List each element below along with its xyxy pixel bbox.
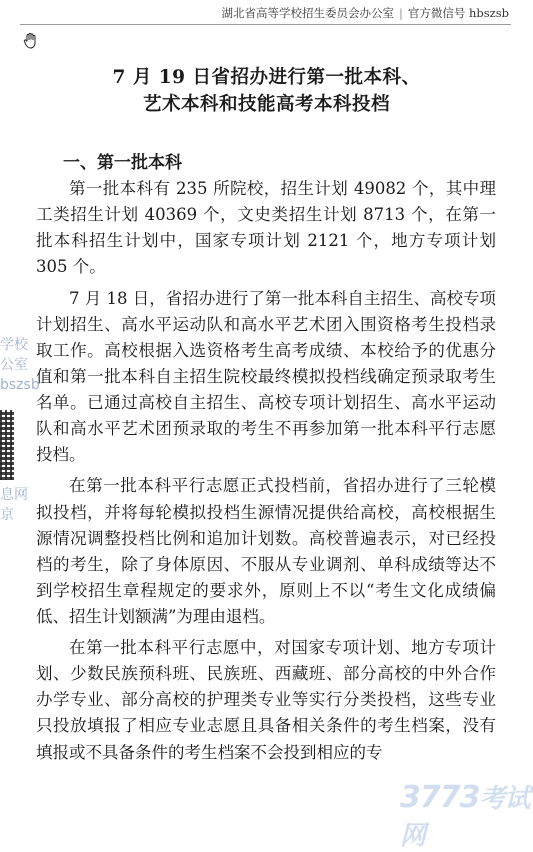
paragraph-1: 第一批本科有 235 所院校，招生计划 49082 个，其中理工类招生计划 40369 个，文史类招生计划 8713 个，在第一批本科招生计划中，国家专项计划 2121 个，地方专项计划 305 个。 [36,179,496,277]
paragraph-4: 在第一批本科平行志愿中，对国家专项计划、地方专项计划、少数民族预科班、民族班、西藏班、部分高校的中外合作办学专业、部分高校的护理类专业等实行分类投档，这些专业只投放填报了相应专业志愿且具备相关条件的考生档案，没有填报或不具备条件的考生档案不会投到相应的专 [36,638,496,762]
watermark-text: bszsb [0,377,40,393]
page-header [221,5,509,21]
watermark-text: 京 [0,507,14,523]
watermark-text: 息网 [0,487,28,503]
logo-text: 考试网 [400,784,530,851]
side-watermark-lower [0,485,40,525]
watermark-text: 公室 [0,357,28,373]
section-heading: 一、第一批本科 [63,153,182,173]
header-rule [20,24,511,25]
header-wechat: 官方微信号 hbszsb [407,6,509,20]
hand-cursor-icon [22,32,40,50]
watermark-text: 学校 [0,337,28,353]
qr-code-icon [0,410,14,480]
logo-number: 3773 [400,780,480,815]
side-watermark [0,335,40,395]
header-separator: | [398,6,403,20]
header-office: 湖北省高等学校招生委员会办公室 [221,6,394,20]
article-title-line-2: 艺术本科和技能高考本科投档 [142,94,390,115]
paragraph-2: 7 月 18 日，省招办进行了第一批本科自主招生、高校专项计划招生、高水平运动队和高水平艺术团入围资格考生投档录取工作。高校根据入选资格考生高考成绩、本校给予的优惠分值和第一批本科自主招生院校最终模拟投档线确定预录取考生名单。已通过高校自主招生、高校专项计划招生、高水平运动队和高水平艺术团预录取的考生不再参加第一批本科平行志愿投档。 [36,288,496,465]
article-body [36,176,496,771]
paragraph-3: 在第一批本科平行志愿正式投档前，省招办进行了三轮模拟投档，并将每轮模拟投档生源情况提供给高校，高校根据生源情况调整投档比例和追加计划数。高校普遍表示，对已经投档的考生，除了身体原因、不服从专业调剂、单科成绩等达不到学校招生章程规定的要求外，原则上不以“考生文化成绩偏低、招生计划额满”为理由退档。 [36,476,496,626]
site-logo-watermark [400,778,533,852]
article-title-line-1: 7 月 19 日省招办进行第一批本科、 [112,67,421,88]
